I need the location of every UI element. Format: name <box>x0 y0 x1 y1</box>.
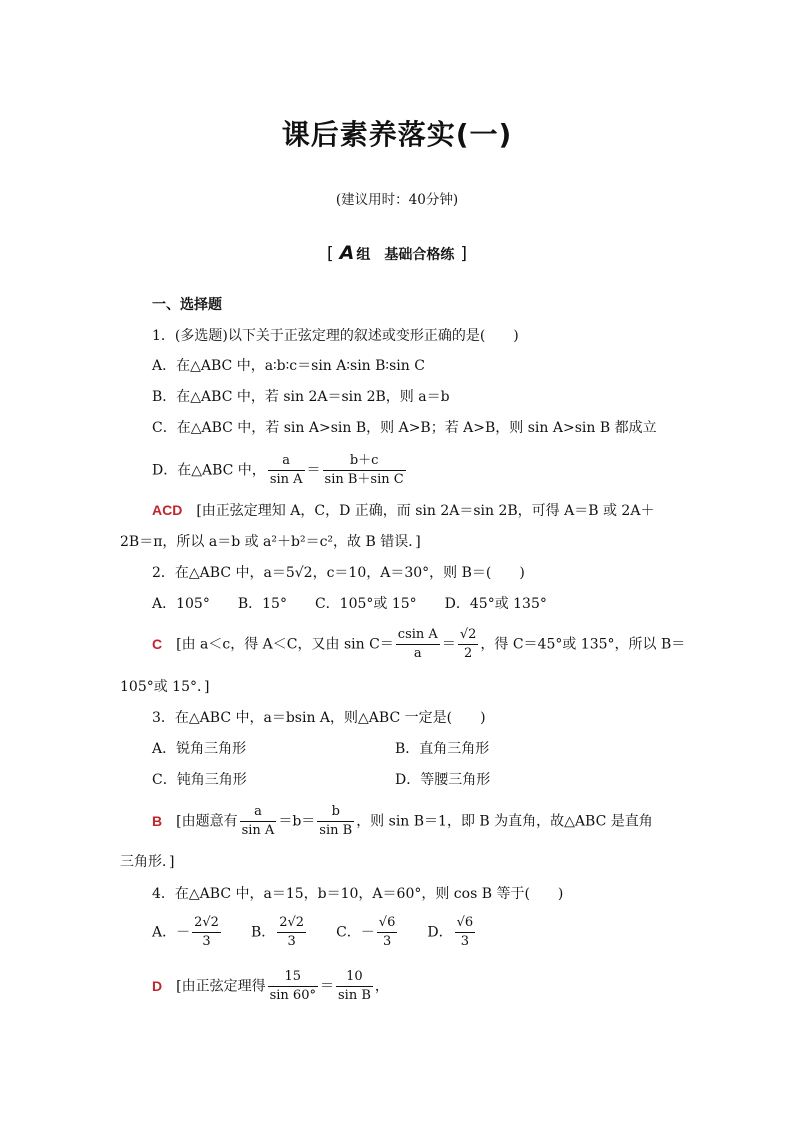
q2-option-c: C．105°或 15° <box>314 596 417 612</box>
q4-option-d-frac <box>455 914 476 951</box>
frac-denominator: a <box>413 646 422 661</box>
q4-option-d <box>427 914 477 951</box>
q4-option-b <box>251 914 308 951</box>
q2-explanation-line2: 105°或 15°．] <box>120 679 210 695</box>
bracket-right: ] <box>460 244 467 264</box>
frac-denominator: 2 <box>463 646 473 661</box>
q4-explanation-frac1 <box>268 968 318 1005</box>
q2-explanation-frac1 <box>396 626 440 663</box>
q2-option-d: D．45°或 135° <box>444 596 547 612</box>
frac-numerator: b <box>317 803 354 822</box>
q3-explanation-part2: ，则 sin B＝1，即 B 为直角，故△ABC 是直角 <box>356 813 653 830</box>
q1-option-d-frac2 <box>323 452 406 489</box>
q4-explanation-part1: [由正弦定理得 <box>176 978 266 995</box>
q4-option-a-label: A．－ <box>152 924 191 941</box>
q4-stem: 4．在△ABC 中，a＝15，b＝10，A＝60°，则 cos B 等于( ) <box>152 886 564 902</box>
q3-option-c: C．钝角三角形 <box>152 772 247 788</box>
q1-option-d-prefix: D．在△ABC 中， <box>152 462 266 479</box>
section-heading: 一、选择题 <box>152 297 222 313</box>
frac-denominator: sin 60° <box>269 988 316 1003</box>
q2-explanation-frac2 <box>458 626 479 663</box>
q2-explanation: C [由 a＜c，得 A＜C，又由 sin C＝ $\frac{\text{csin A}}{a}$ ＝ $\frac{√2}{2}$ ，得 C＝45°或 135°，所以 B＝ <box>152 627 686 661</box>
q3-explanation-part1: [由题意有 <box>176 813 238 830</box>
q2-explanation-part1: [由 a＜c，得 A＜C，又由 sin C＝ <box>176 636 394 653</box>
q1-stem: 1．(多选题)以下关于正弦定理的叙述或变形正确的是( ) <box>152 328 519 344</box>
group-letter: A <box>339 242 355 264</box>
q1-option-d: D．在△ABC 中， $\frac{a}{\text{sin A}}$ ＝ $\frac{b+c}{\text{sin B＋sin C}}$ <box>152 453 404 487</box>
q3-explanation <box>152 803 653 840</box>
q4-option-a <box>152 914 223 951</box>
frac-numerator: b＋c <box>323 452 406 471</box>
q4-answer: D <box>152 977 163 994</box>
time-note: (建议用时：40分钟) <box>335 192 459 208</box>
q3-explanation-frac2 <box>317 803 354 840</box>
q1-option-b: B．在△ABC 中，若 sin 2A＝sin 2B，则 a＝b <box>152 389 450 405</box>
q3-option-b: B．直角三角形 <box>395 741 490 757</box>
q4-option-b-frac <box>277 914 306 951</box>
frac-denominator: sin B <box>337 988 371 1003</box>
q2-options <box>152 594 575 614</box>
q3-answer: B <box>152 812 163 829</box>
page-title: 课后素养落实(一) <box>281 118 513 151</box>
q2-explanation-part2: ，得 C＝45°或 135°，所以 B＝ <box>480 636 686 653</box>
q3-stem: 3．在△ABC 中，a＝bsin A，则△ABC 一定是( ) <box>152 710 486 726</box>
q1-explanation-line1: [由正弦定理知 A，C，D 正确，而 sin 2A＝sin 2B，可得 A＝B 或 2A＋ <box>196 503 655 519</box>
frac-numerator: √2 <box>458 626 479 645</box>
q4-explanation-part2: ， <box>374 978 389 995</box>
q4-option-c <box>336 914 399 951</box>
frac-denominator: sin A <box>269 472 303 487</box>
q3-options-row2 <box>152 770 491 790</box>
frac-denominator: 3 <box>382 934 392 949</box>
q4-options <box>152 914 505 951</box>
q2-stem: 2．在△ABC 中，a＝5√2，c＝10，A＝30°，则 B＝( ) <box>152 565 525 581</box>
q4-explanation-frac2 <box>336 968 373 1005</box>
frac-numerator: √6 <box>377 914 398 933</box>
q2-option-b: B．15° <box>237 596 287 612</box>
frac-numerator: csin A <box>396 626 440 645</box>
q4-option-c-frac <box>377 914 398 951</box>
q3-explanation-frac1 <box>240 803 277 840</box>
frac-numerator: a <box>268 452 305 471</box>
q1-explanation <box>152 500 654 521</box>
frac-numerator: 2√2 <box>192 914 221 933</box>
q2-option-a: A．105° <box>152 596 210 612</box>
frac-numerator: a <box>240 803 277 822</box>
frac-denominator: sin B＋sin C <box>324 472 404 487</box>
q3-options-row1 <box>152 739 490 759</box>
q1-option-a: A．在△ABC 中，a∶b∶c＝sin A∶sin B∶sin C <box>152 358 425 374</box>
q1-option-d-frac1 <box>268 452 305 489</box>
q4-option-d-label: D． <box>427 924 453 941</box>
q1-explanation-line2: 2B＝π，所以 a＝b 或 a²＋b²＝c²，故 B 错误．] <box>120 534 421 550</box>
frac-numerator: 2√2 <box>277 914 306 933</box>
q1-option-c: C．在△ABC 中，若 sin A>sin B，则 A>B；若 A>B，则 sin A>sin B 都成立 <box>152 420 657 436</box>
frac-denominator: 3 <box>287 934 296 949</box>
q3-explanation-mid: ＝b＝ <box>278 813 316 830</box>
bracket-left: [ <box>327 244 334 264</box>
frac-denominator: 3 <box>460 934 470 949</box>
q4-option-b-label: B． <box>250 924 276 941</box>
q4-option-c-label: C．－ <box>336 924 375 941</box>
q4-explanation: D [由正弦定理得 $\frac{15}{\sin 60^\circ}$ ＝ $\frac{10}{\text{sin B}}$ ， <box>152 969 389 1003</box>
q3-option-d: D．等腰三角形 <box>395 772 491 788</box>
q4-option-a-frac <box>192 914 221 951</box>
q1-answer: ACD <box>152 502 183 518</box>
frac-numerator: √6 <box>455 914 476 933</box>
frac-denominator: sin A <box>241 823 275 838</box>
frac-numerator: 10 <box>336 968 373 987</box>
group-heading <box>0 242 794 264</box>
q2-answer: C <box>152 635 163 652</box>
frac-numerator: 15 <box>268 968 318 987</box>
frac-denominator: sin B <box>319 823 353 838</box>
group-label: 组 基础合格练 <box>356 247 455 263</box>
q3-option-a: A．锐角三角形 <box>152 741 247 757</box>
q3-explanation-line2: 三角形．] <box>120 854 175 870</box>
frac-denominator: 3 <box>202 934 211 949</box>
